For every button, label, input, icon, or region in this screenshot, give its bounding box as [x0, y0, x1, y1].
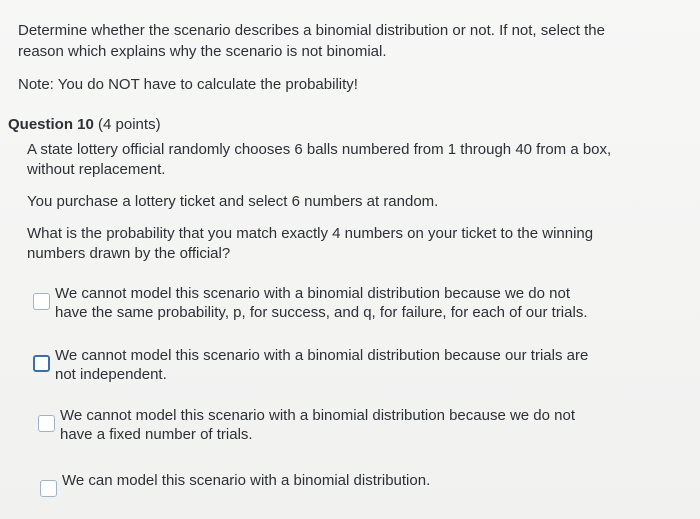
- answer-option-label: We cannot model this scenario with a binomial distribution because we do not have the same probability, p, for success, and q, for failure, for each of our trials.: [55, 285, 588, 321]
- answer-option[interactable]: [40, 471, 602, 497]
- question-paragraph: You purchase a lottery ticket and select 6 numbers at random.: [27, 193, 439, 210]
- question-title: Question 10: [8, 116, 94, 133]
- checkbox-icon[interactable]: [33, 293, 50, 310]
- question-body: [27, 140, 627, 276]
- answer-option[interactable]: [33, 346, 595, 384]
- checkbox-icon[interactable]: [40, 480, 57, 497]
- instructions-text: Determine whether the scenario describes a binomial distribution or not. If not, select the reason which explains why the scenario is not binomial.: [18, 22, 605, 60]
- answer-option-label: We cannot model this scenario with a binomial distribution because we do not have a fixed number of trials.: [60, 407, 576, 443]
- question-header: [8, 114, 161, 135]
- question-paragraph: What is the probability that you match exactly 4 numbers on your ticket to the winning numbers drawn by the official?: [27, 225, 594, 262]
- answer-option-label: We can model this scenario with a binomial distribution.: [62, 472, 431, 489]
- instructions-note: Note: You do NOT have to calculate the probability!: [18, 76, 358, 93]
- checkbox-icon[interactable]: [33, 355, 50, 372]
- question-points: (4 points): [98, 116, 161, 133]
- answer-option-label: We cannot model this scenario with a binomial distribution because our trials are not independent.: [55, 347, 589, 383]
- answer-option[interactable]: [33, 284, 595, 322]
- question-paragraph: A state lottery official randomly chooses 6 balls numbered from 1 through 40 from a box, without replacement.: [27, 141, 612, 178]
- checkbox-icon[interactable]: [38, 415, 55, 432]
- answer-option[interactable]: [38, 406, 600, 444]
